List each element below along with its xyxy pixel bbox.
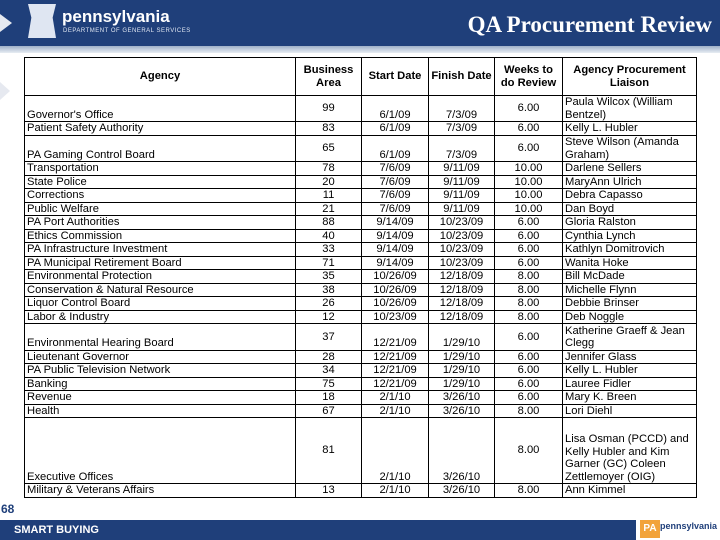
cell-weeks: 8.00 [495,297,563,311]
cell-agency: Governor's Office [25,96,296,122]
cell-start: 10/23/09 [362,310,429,324]
cell-weeks: 8.00 [495,404,563,418]
cell-weeks: 8.00 [495,418,563,484]
cell-weeks: 8.00 [495,270,563,284]
cell-weeks: 6.00 [495,377,563,391]
cell-liaison: Katherine Graeff & Jean Clegg [563,324,697,350]
cell-liaison: Bill McDade [563,270,697,284]
cell-agency: PA Infrastructure Investment [25,243,296,257]
footer-label: SMART BUYING [14,524,99,536]
department-name: DEPARTMENT OF GENERAL SERVICES [63,28,191,34]
column-header: Agency [25,58,296,96]
cell-liaison: Jennifer Glass [563,350,697,364]
cell-finish: 1/29/10 [429,364,495,378]
cell-start: 10/26/09 [362,270,429,284]
cell-liaison: Paula Wilcox (William Bentzel) [563,96,697,122]
cell-liaison: Kelly L. Hubler [563,122,697,136]
cell-agency: Executive Offices [25,418,296,484]
keystone-logo-icon [28,4,56,38]
cell-area: 37 [296,324,362,350]
table-row [25,135,697,161]
cell-weeks: 10.00 [495,162,563,176]
cell-agency: PA Port Authorities [25,216,296,230]
cell-finish: 1/29/10 [429,377,495,391]
table-row [25,270,697,284]
cell-area: 83 [296,122,362,136]
cell-area: 40 [296,229,362,243]
cell-finish: 9/11/09 [429,189,495,203]
cell-liaison: Gloria Ralston [563,216,697,230]
cell-weeks: 6.00 [495,391,563,405]
cell-weeks: 6.00 [495,216,563,230]
cell-agency: PA Public Television Network [25,364,296,378]
cell-start: 2/1/10 [362,404,429,418]
cell-area: 33 [296,243,362,257]
cell-liaison: Debra Capasso [563,189,697,203]
cell-agency: PA Municipal Retirement Board [25,256,296,270]
column-header: Start Date [362,58,429,96]
cell-liaison: Cynthia Lynch [563,229,697,243]
cell-start: 9/14/09 [362,229,429,243]
cell-agency: Conservation & Natural Resource [25,283,296,297]
table-row [25,175,697,189]
table-row [25,229,697,243]
cell-area: 88 [296,216,362,230]
cell-start: 9/14/09 [362,216,429,230]
cell-start: 2/1/10 [362,418,429,484]
table-row [25,297,697,311]
cell-area: 67 [296,404,362,418]
cell-agency: Environmental Protection [25,270,296,284]
cell-start: 6/1/09 [362,122,429,136]
column-header: Finish Date [429,58,495,96]
cell-liaison: Wanita Hoke [563,256,697,270]
cell-finish: 12/18/09 [429,297,495,311]
cell-agency: PA Gaming Control Board [25,135,296,161]
cell-finish: 7/3/09 [429,122,495,136]
cell-agency: Public Welfare [25,202,296,216]
cell-weeks: 6.00 [495,135,563,161]
cell-start: 7/6/09 [362,189,429,203]
cell-liaison: Lauree Fidler [563,377,697,391]
cell-weeks: 6.00 [495,364,563,378]
cell-agency: Revenue [25,391,296,405]
table-row [25,202,697,216]
cell-liaison: Debbie Brinser [563,297,697,311]
cell-start: 2/1/10 [362,484,429,498]
table-row [25,484,697,498]
cell-weeks: 6.00 [495,229,563,243]
cell-start: 6/1/09 [362,96,429,122]
cell-weeks: 6.00 [495,96,563,122]
cell-agency: Transportation [25,162,296,176]
cell-start: 9/14/09 [362,243,429,257]
cell-weeks: 10.00 [495,175,563,189]
cell-agency: Banking [25,377,296,391]
pa-logo-badge: PA [640,520,660,538]
cell-liaison: Michelle Flynn [563,283,697,297]
cell-finish: 9/11/09 [429,202,495,216]
cell-agency: Corrections [25,189,296,203]
cell-area: 65 [296,135,362,161]
cell-liaison: Deb Noggle [563,310,697,324]
column-header: Agency Procurement Liaison [563,58,697,96]
cell-liaison: Steve Wilson (Amanda Graham) [563,135,697,161]
cell-start: 7/6/09 [362,202,429,216]
cell-area: 11 [296,189,362,203]
cell-finish: 3/26/10 [429,404,495,418]
cell-start: 2/1/10 [362,391,429,405]
header-divider [0,46,720,53]
cell-liaison: MaryAnn Ulrich [563,175,697,189]
table-header [25,58,697,96]
cell-finish: 10/23/09 [429,256,495,270]
cell-finish: 1/29/10 [429,324,495,350]
cell-area: 12 [296,310,362,324]
cell-area: 26 [296,297,362,311]
table-row [25,391,697,405]
cell-weeks: 6.00 [495,122,563,136]
cell-finish: 12/18/09 [429,283,495,297]
review-schedule-table [24,57,697,498]
cell-finish: 3/26/10 [429,391,495,405]
nav-arrow-icon[interactable] [0,82,10,100]
cell-start: 12/21/09 [362,350,429,364]
footer-bar [0,520,636,540]
cell-agency: Lieutenant Governor [25,350,296,364]
table-row [25,350,697,364]
cell-start: 10/26/09 [362,283,429,297]
cell-finish: 7/3/09 [429,96,495,122]
cell-agency: Liquor Control Board [25,297,296,311]
table-row [25,283,697,297]
cell-liaison: Kathlyn Domitrovich [563,243,697,257]
cell-finish: 9/11/09 [429,162,495,176]
cell-start: 12/21/09 [362,324,429,350]
cell-area: 78 [296,162,362,176]
cell-start: 12/21/09 [362,377,429,391]
cell-area: 71 [296,256,362,270]
cell-finish: 10/23/09 [429,243,495,257]
cell-liaison: Lori Diehl [563,404,697,418]
cell-area: 35 [296,270,362,284]
cell-liaison: Kelly L. Hubler [563,364,697,378]
brand-name: pennsylvania [62,7,170,26]
nav-arrow-icon[interactable] [0,14,12,32]
cell-weeks: 8.00 [495,484,563,498]
cell-agency: Patient Safety Authority [25,122,296,136]
table-row [25,162,697,176]
cell-finish: 3/26/10 [429,484,495,498]
cell-agency: Environmental Hearing Board [25,324,296,350]
cell-area: 38 [296,283,362,297]
cell-start: 12/21/09 [362,364,429,378]
column-header: Weeks to do Review [495,58,563,96]
table-row [25,96,697,122]
table-row [25,256,697,270]
cell-weeks: 6.00 [495,350,563,364]
cell-weeks: 10.00 [495,202,563,216]
cell-weeks: 6.00 [495,243,563,257]
cell-area: 13 [296,484,362,498]
cell-agency: Ethics Commission [25,229,296,243]
cell-area: 18 [296,391,362,405]
cell-finish: 12/18/09 [429,310,495,324]
cell-area: 99 [296,96,362,122]
cell-start: 9/14/09 [362,256,429,270]
cell-area: 28 [296,350,362,364]
cell-area: 81 [296,418,362,484]
cell-finish: 9/11/09 [429,175,495,189]
cell-weeks: 8.00 [495,283,563,297]
cell-area: 20 [296,175,362,189]
cell-agency: Military & Veterans Affairs [25,484,296,498]
cell-liaison: Dan Boyd [563,202,697,216]
table-row [25,216,697,230]
cell-area: 75 [296,377,362,391]
cell-agency: State Police [25,175,296,189]
table-row [25,189,697,203]
cell-agency: Labor & Industry [25,310,296,324]
cell-liaison: Mary K. Breen [563,391,697,405]
slide-number: 68 [1,502,15,516]
cell-weeks: 6.00 [495,324,563,350]
table-row [25,243,697,257]
table-row [25,324,697,350]
cell-start: 10/26/09 [362,297,429,311]
cell-finish: 10/23/09 [429,229,495,243]
cell-liaison: Darlene Sellers [563,162,697,176]
cell-start: 6/1/09 [362,135,429,161]
table-row [25,377,697,391]
table-row [25,310,697,324]
cell-agency: Health [25,404,296,418]
cell-finish: 1/29/10 [429,350,495,364]
cell-area: 34 [296,364,362,378]
footer-logo-text: pennsylvania [660,521,718,531]
table-row [25,404,697,418]
table-row [25,364,697,378]
page-title: QA Procurement Review [467,12,712,37]
cell-finish: 10/23/09 [429,216,495,230]
cell-start: 7/6/09 [362,175,429,189]
cell-weeks: 8.00 [495,310,563,324]
table-row [25,418,697,484]
cell-weeks: 6.00 [495,256,563,270]
cell-liaison: Ann Kimmel [563,484,697,498]
cell-weeks: 10.00 [495,189,563,203]
column-header: Business Area [296,58,362,96]
cell-area: 21 [296,202,362,216]
cell-finish: 3/26/10 [429,418,495,484]
cell-finish: 12/18/09 [429,270,495,284]
cell-finish: 7/3/09 [429,135,495,161]
cell-start: 7/6/09 [362,162,429,176]
table-row [25,122,697,136]
cell-liaison: Lisa Osman (PCCD) and Kelly Hubler and Kim Garner (GC) Coleen Zettlemoyer (OIG) [563,418,697,484]
